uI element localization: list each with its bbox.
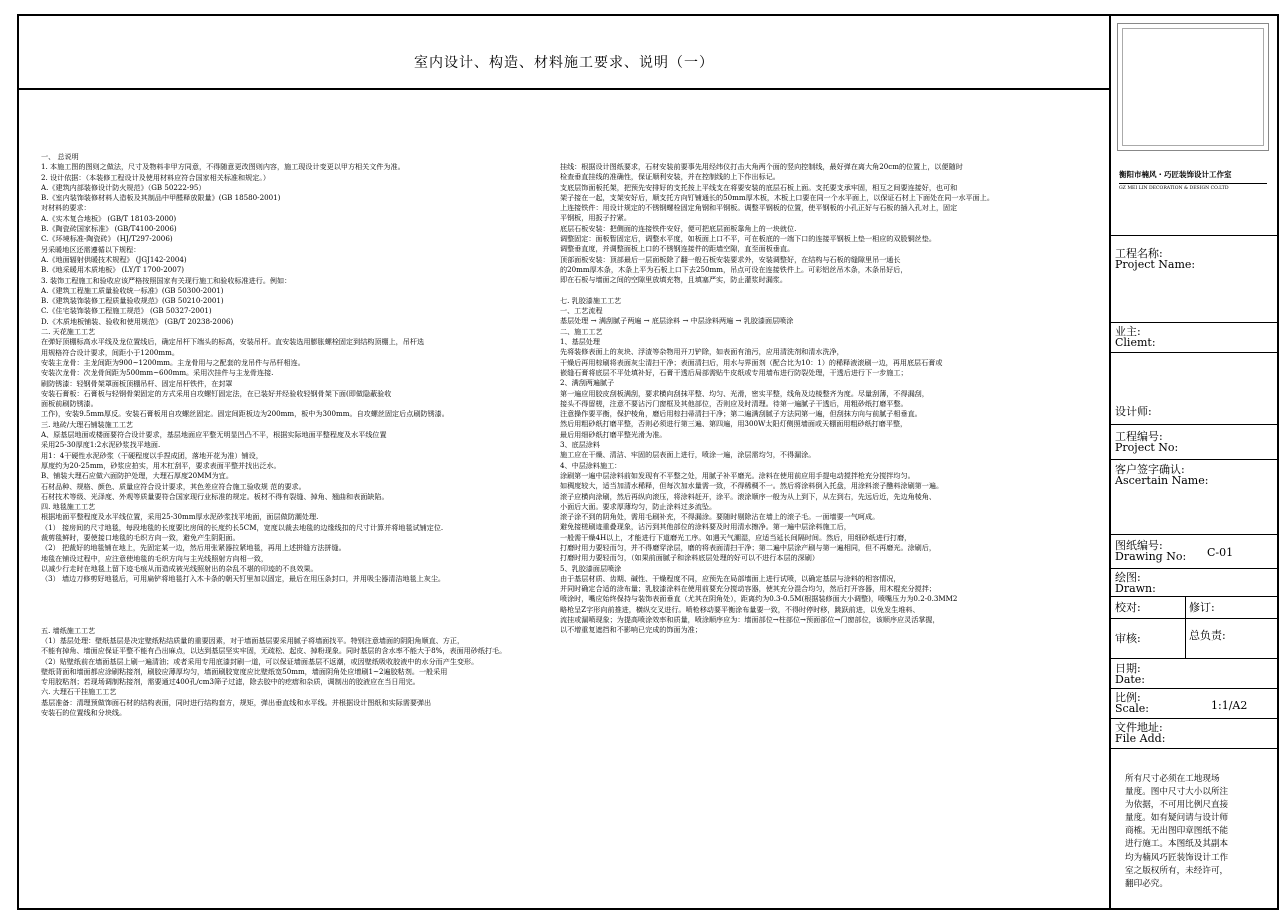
note-line: 三. 地砖/大理石铺装施工工艺 [41, 419, 134, 429]
note-line: （1） 接房间的尺寸地毯，每段地毯的长度要比房间的长度约长5CM，宽度以裁去地毯的边缘线扣的尺寸计算并将地毯试铺定位. [41, 522, 444, 532]
note-line: A.《建筑工程施工质量验收统一标准》(GB 50300-2001) [41, 285, 224, 295]
note-line: 在弹好顶棚标高水平线及龙位置线后，确定吊杆下端头的标高，安装吊杆。直安装选用膨胀螺栓固定到结构顶棚上，吊杆选 [41, 337, 425, 347]
note-line: 小面后大面。要求厚薄均匀，防止涂料过多流坠。 [560, 501, 717, 511]
note-line: 工作)，安装9.5mm厚反。安装石膏板用自攻螺丝固定。固定间距板边为200mm，板中为300mm。自攻螺丝固定后点刷防锈漆。 [41, 409, 449, 419]
divider [1111, 658, 1277, 659]
note-line: 避免接槎刷迹重叠现象，沾污到其他部位的涂料要及时用清水擦净。第一遍中层涂料施工后， [560, 522, 851, 532]
client-label [1115, 326, 1156, 348]
note-line: A.《地面辐射供暖技术规程》 (JGJ142-2004) [41, 254, 187, 264]
drawing-no-cn: 图纸编号: [1115, 539, 1163, 552]
drawing-no-label [1115, 540, 1186, 562]
note-line: 滚子应横向涂刷，然后再纵向滚压，将涂料赶开，涂平。滚涂顺序一般为从上到下，从左到右，先远后近，先边角棱角、 [560, 491, 936, 501]
note-line: （3） 墙边刀修剪好地毯后，可用扁铲将地毯打入木卡条的朝天钉里加以固定，最后在用压条封口，并用吸尘器清洁地毯上灰尘。 [41, 574, 446, 584]
note-line: 一、工艺流程 [560, 306, 603, 316]
note-line: 基层处理 → 满刮腻子两遍 → 底层涂料 → 中层涂料两遍 → 乳胶漆面层喷涂 [560, 316, 794, 326]
note-line [41, 605, 561, 615]
note-line: 七. 乳胶漆施工工艺 [560, 295, 622, 305]
note-line: 安装石的位置线和分块线。 [41, 708, 127, 718]
note-line: A.《建筑内部装修设计防火规范》（GB 50222-95） [41, 182, 206, 192]
note-line: 平钢板，用扳子拧紧。 [560, 213, 631, 223]
note-line: 石材技术等级、光泽度、外观等质量要符合国家现行业标准的规定。板材不得有裂缝、掉角、翘曲和表面缺陷。 [41, 491, 389, 501]
review-cn: 审核: [1115, 632, 1141, 645]
note-line: B、铺装大理石应做六面防护处理，大理石厚度20MM为宜。 [41, 471, 233, 481]
note-line: 用1：4干硬性水泥砂浆（干硬程度以手捏成团，落地开花为准）铺设， [41, 450, 263, 460]
file-cn: 文件地址: [1115, 721, 1163, 734]
note-line: 4、中层涂料施工： [560, 460, 622, 470]
scale-cn: 比例: [1115, 691, 1141, 704]
client-en: Cliemt: [1115, 336, 1156, 349]
revise-label [1189, 602, 1215, 613]
note-line: 不能有掉角、墙面应保证平整不能有凸出麻点，以达到基层坚实牢固，无疏松、起皮、掉粉现象。同时基层的含水率不能大于8%，表面用砂纸打毛。 [41, 646, 507, 656]
note-line: 一、 总说明 [41, 152, 79, 161]
divider [1111, 568, 1277, 569]
date-en: Date: [1115, 673, 1146, 686]
note-line: 安装次龙骨：次龙骨间距为500mm~600mm。采用次挂件与主龙骨连接. [41, 368, 274, 378]
note-line: 石材品种、规格、颜色、质量应符合设计要求，其色差应符合施工验收规 范的要求。 [41, 481, 306, 491]
note-line: 打磨时用力要轻而匀，（如果前面腻子和涂料底层处理的好可以不进行本层的深刷） [560, 553, 819, 563]
note-line [41, 595, 561, 605]
ascertain-label [1115, 464, 1208, 486]
ascertain-cn: 客户签字确认: [1115, 463, 1185, 476]
note-line: 2、满刮两遍腻子 [560, 378, 615, 388]
divider [1111, 352, 1277, 353]
note-line: 刷防锈漆：轻钢骨架罩面板顶棚吊杆、固定吊杆铁件，在封罩 [41, 378, 233, 388]
note-line: （2）贴壁纸前在墙面基层上刷一遍清油；或者采用专用底漆封刷一道，可以保证墙面基层不返潮，或因壁纸吸收胶液中的水分而产生变形。 [41, 656, 479, 666]
notice-line: 均为楠风巧匠装饰设计工作 [1125, 852, 1229, 863]
note-line: 安装石膏板：石膏板与轻钢骨架固定的方式采用自攻螺钉固定法，在已装好并经验收轻钢骨架下面(即做隐蔽验收 [41, 388, 392, 398]
designer-cn: 设计师: [1115, 405, 1152, 418]
divider [1111, 322, 1277, 323]
project-no-label [1115, 431, 1178, 453]
note-line: 厚度约为20-25mm，砂浆应拍实，用木杠刮平，要求表面平整并找出泛水。 [41, 460, 281, 470]
studio-name-cn: 衡阳市楠风・巧匠装饰设计工作室 [1119, 170, 1232, 179]
client-cn: 业主: [1115, 325, 1141, 338]
project-no-cn: 工程编号: [1115, 430, 1163, 443]
note-line: 基层准备：清理预做饰面石材的结构表面，同时进行结构套方，规矩，弹出垂直线和水平线。并根据设计图纸和实际需要弹出 [41, 697, 432, 707]
designer-label [1115, 406, 1152, 417]
note-line: 嵌缝石膏将底层不平处填补好，石膏干透后局部需贴牛皮纸或专用墙布进行防裂处理，干透后进行下一步施工； [560, 367, 908, 377]
notice-line: 所有尺寸必须在工地现场 [1125, 774, 1220, 784]
note-line: 干燥后再用棕刷将表面灰尘清扫干净；表面清扫后，用水与界面剂（配合比为10：1）的稀释液滚刷一边，再用底层石膏或 [560, 357, 943, 367]
chief-label [1189, 630, 1226, 641]
note-line: 支底层饰面板托架，把预先安排好的支托按上平线支在将要安装的底层石板上面。支托要支承牢固，相互之间要连接好，也可和 [560, 182, 958, 192]
studio-name-en: GZ MEI LIN DECORATION & DESIGN CO.LTD [1119, 186, 1229, 191]
note-line [41, 584, 561, 594]
review-label [1115, 633, 1141, 644]
note-line: B.《建筑装饰装修工程质量验收规范》(GB 50210-2001) [41, 296, 224, 306]
note-line: 对材料的要求： [41, 203, 91, 213]
note-line: 安装主龙骨：主龙间距为900~1200mm。主龙骨用与之配套的龙吊件与吊杆相连。 [41, 357, 305, 367]
note-line: 架子接在一起，支架安好后，顺支托方向钉铺通长的50mm厚木板，木板上口要在同一个水平面上，以保证石材上下面处在同一水平面上。 [560, 192, 994, 202]
drawing-no-value: C-01 [1207, 546, 1234, 559]
note-line: A.《实木复合地板》 (GB/T 18103-2000) [41, 213, 177, 223]
note-line: 即在石板与墙面之间的空隙里放填充物，且填塞严实，防止灌浆时漏浆。 [560, 275, 787, 285]
note-line: 打磨时用力要轻而匀，并不得磨穿涂层，磨的将表面清扫干净；第二遍中层涂产刷与第一遍相同，但不再磨光。涂刷后， [560, 542, 936, 552]
divider [1111, 618, 1277, 619]
note-line: 然后用粗砂纸打磨平整，否则必须进行第三遍、第四遍，用300W太阳灯侧照墙面或天棚面用粗砂纸打磨平整， [560, 419, 908, 429]
note-line: 二、施工工艺 [560, 326, 603, 336]
divider [1111, 459, 1277, 460]
note-line: 接头不得留槎，注意不要沾污门窗框及其他部位，否则应及时清理。待第一遍腻子干透后，用粗砂纸打磨平整。 [560, 398, 908, 408]
note-line: 一般需干燥4H以上，才能进行下道磨光工序。如遇天气潮湿，应适当延长间隔时间。然后，用细砂纸进行打磨， [560, 532, 912, 542]
notice-line: 量度。图中尺寸大小以所注 [1125, 787, 1229, 798]
project-name-cn: 工程名称: [1115, 247, 1163, 260]
note-line: 底层石板安装：把侧面的连接铁件安好，便可把底层面板靠角上的一块就位. [560, 223, 797, 233]
note-line: 调整垂直度，并调整面板上口的不锈钢连接件的距墙空隙，直至面板垂直。 [560, 244, 795, 254]
note-line: C.《住宅装饰装修工程施工规范》 (GB 50327-2001) [41, 306, 212, 316]
note-line: 3. 装饰工程施工和验收应该严格按照国家有关现行施工和验收标准进行。例如： [41, 275, 292, 285]
notes-column-right [560, 162, 1105, 636]
note-line [41, 615, 561, 625]
note-line: B.《室内装饰装修材料人造板及其制品中甲醛释放限量》(GB 18580-2001) [41, 193, 281, 203]
project-name-label [1115, 248, 1195, 270]
note-line: 六. 大理石干挂施工工艺 [41, 687, 117, 697]
scale-value: 1:1/A2 [1211, 699, 1248, 712]
drawn-en: Drawn: [1115, 582, 1156, 595]
note-line: 以减少行走时在地毯上留下迹毛痕从而造成被光线照射出的杂乱不堪的印迹的不良效果。 [41, 563, 318, 573]
note-line: 流挂或漏喷现象；为提高喷涂效率和质量，喷涂顺序应为：墙面部位→柱部位→预面部位→门窗部位，该顺序应灵活掌握， [560, 615, 940, 625]
note-line: 专用胶粘剂；若现场调制粘接剂，需要通过400孔/cm3筛子过滤，除去胶中的疙瘩和杂质，调制出的胶液应在当日用完。 [41, 677, 420, 687]
scale-en: Scale: [1115, 702, 1149, 715]
divider [1111, 718, 1277, 719]
note-line: 用规格符合设计要求，间距小于1200mm。 [41, 347, 179, 357]
revise-cn: 修订: [1189, 601, 1215, 614]
date-label [1115, 663, 1145, 685]
drawn-label [1115, 572, 1156, 594]
note-line: 面板前刷防锈漆。 [41, 399, 98, 409]
note-line: （2） 把裁好的地毯铺在地上，先固定某一边，然后用张紧器拉紧地毯，再用上述拼缝方法拼缝。 [41, 543, 346, 553]
note-line: B.《陶瓷砖国家标准》 (GB/T4100-2006) [41, 224, 177, 234]
date-cn: 日期: [1115, 662, 1141, 675]
page-title: 室内设计、构造、材料施工要求、说明（一） [414, 55, 714, 71]
divider [1111, 235, 1277, 236]
note-line: 5、乳胶漆面层喷涂 [560, 563, 622, 573]
drawn-cn: 绘图: [1115, 571, 1141, 584]
note-line: D.《木质地板铺装、验收和使用规范》 (GB/T 20238-2006) [41, 316, 234, 326]
note-line: 顶部面板安装：顶部最后一层面板除了翻一般石板安装要求外，安装调整好，在结构与石板的缝隙里吊一通长 [560, 254, 901, 264]
project-name-en: Project Name: [1115, 258, 1196, 271]
divider [1111, 534, 1277, 535]
note-line: 二. 天花施工工艺 [41, 327, 96, 337]
note-line: 检查垂直挂线的准确性，保证顺利安装，并在控制线的上下作出标记。 [560, 172, 780, 182]
note-line: 挂线：根据设计图纸要求，石材安装前要事先用经纬仪打击大角两个面的竖向控制线，最好弹在离大角20cm的位置上，以便随时 [560, 162, 963, 171]
logo-frame [1117, 23, 1269, 151]
divider [1111, 688, 1277, 689]
notice-line: 量度。如有疑问请与设计师 [1125, 813, 1229, 824]
note-line: 1. 本施工图的图则之做法，尺寸及物料非甲方同意，不得随意更改图则内容，施工现设计变更以甲方相关文件为准。 [41, 162, 405, 172]
note-line: 2. 设计依据：（本装修工程设计及使用材料应符合国家相关标准和规定。） [41, 172, 270, 182]
note-line: 注意操作要平衡，保护棱角，磨后用棕扫帚清扫干净；第二遍满刮腻子方法同第一遍，但刮抹方向与前腻子相垂直。 [560, 409, 922, 419]
notice-line: 翻印必究。 [1125, 878, 1168, 889]
title-bar [19, 16, 1109, 90]
note-line [560, 286, 1105, 296]
note-line: 采用25-30厚度1:2水泥砂浆找平地面. [41, 440, 161, 450]
note-line: 第一遍应用胶皮刮板满刮，要求横向刮抹平整、均匀、光滑，密实平整，线角及边棱整齐为度。尽量刮薄，不得漏刮， [560, 388, 929, 398]
file-en: File Add: [1115, 732, 1166, 745]
note-line: 根据地面平整程度及水平线位置，采用25-30mm厚水泥砂浆找平地面，面层做防潮处理. [41, 512, 319, 522]
note-line: 另采暖地区还需遵循以下规程： [41, 244, 141, 254]
note-line: 施工应在干燥、清洁、牢固的层表面上进行，喷涂一遍，涂层需均匀，不得漏涂。 [560, 450, 816, 460]
note-line: 调整固定：面板暂固定后，调整水平度，如板面上口不平，可在板底的一端下口的连接平钢板上垫一相应的双股铜丝垫。 [560, 234, 936, 244]
notice-line: 为依据，不可用比例尺直接 [1125, 800, 1229, 811]
note-line: 四. 地毯施工工艺 [41, 502, 96, 512]
note-line: 地毯在铺设过程中，应注意使地毯的毛织方向与主光线照射方向相一致， [41, 553, 268, 563]
note-line: 1、基层处理 [560, 337, 600, 347]
note-line: 如稠度较大，适当加清水稀释，但每次加水量需一致，不得稀稠不一。然后将涂料倒入托盘，用涂料滚子醮料涂刷第一遍。 [560, 481, 944, 491]
drawing-no-en: Drawing No: [1115, 550, 1187, 563]
note-line: A、原基层地面或楼面要符合设计要求，基层地面应平整无明显凹凸不平，根据实际地面平整程度及水平线位置 [41, 430, 387, 440]
note-line: B.《地采暖用木质地板》 (LY/T 1700-2007) [41, 265, 185, 275]
title-block [1111, 16, 1277, 908]
divider [1111, 424, 1277, 425]
check-label [1115, 602, 1141, 613]
note-line: 裁剪毯鲜时，要使接口地毯的毛织方向一致，避免产生阴阳面。 [41, 532, 240, 542]
note-line: 以不增重复遮挡和不影响已完成的饰面为准； [560, 625, 702, 635]
note-line: 五. 墙纸施工工艺 [41, 625, 96, 635]
notes-column-left [41, 152, 561, 718]
note-line: 滚子涂不到的阴角处，需用毛刷补充，不得漏涂。要随时剔除沾在墙上的滚子毛。一面墙要一气呵成。 [560, 512, 880, 522]
divider [1111, 596, 1277, 597]
ascertain-en: Ascertain Name: [1115, 474, 1209, 487]
check-cn: 校对: [1115, 601, 1141, 614]
notice-line: 商榷。无出图印章图纸不能 [1125, 826, 1229, 837]
project-no-en: Project No: [1115, 441, 1179, 454]
note-line: 最后用细砂纸打磨平整光滑为准。 [560, 429, 667, 439]
note-line: 略枪呈Z字形向前推进，横纵交叉进行。喷枪移动要平衡涂布量要一致，不得时停时移，跳跃前进，以免发生堆料、 [560, 604, 920, 614]
chief-cn: 总负责: [1189, 629, 1226, 642]
notice-line: 室之版权所有，未经许可， [1125, 865, 1229, 876]
file-label [1115, 722, 1165, 744]
note-line: 3、底层涂料 [560, 440, 600, 450]
note-line: （1）基层处理：壁纸基层是决定壁纸粘结质量的重要因素，对于墙面基层要采用腻子将墙面找平。特别注意墙面的阴阳角顺直、方正， [41, 635, 465, 645]
note-line: 涂刷第一遍中层涂料前如发现有不平整之处，用腻子补平磨光。涂料在使用前应用手提电动搅拌枪充分搅拌均匀。 [560, 470, 915, 480]
note-line: 的20mm厚木条，木条上平为石板上口下去250mm，吊点可设在连接铁件上。可彩铝丝吊木条，木条吊好后， [560, 264, 908, 274]
note-line: 先将装修表面上的灰块、浮渣等杂物用开刀铲除，如表面有油污，应用清洗剂和清水洗净， [560, 347, 844, 357]
note-line: 壁纸背面和墙面都应涂刷粘接剂，刷胶应薄厚均匀，墙面刷胶宽度应比壁纸宽50mm，墙面阴角处应增刷1~2遍胶粘剂。一般采用 [41, 666, 448, 676]
scale-label [1115, 692, 1149, 714]
studio-divider [1119, 183, 1267, 184]
divider [1185, 596, 1186, 658]
note-line: 上连接铁件：用设计规定的不锈钢螺栓固定角钢和平钢板。调整平钢板的位置，使平钢板的小孔正好与石板的插入孔对上，固定 [560, 203, 958, 213]
note-line: 由于基层材质、齿期、碱性、干燥程度不同，应预先在局部墙面上进行试喷，以确定基层与涂料的相容情况， [560, 573, 901, 583]
divider [1111, 748, 1277, 749]
note-line: C.《环境标准-陶瓷砖》 (HJ/T297-2006) [41, 234, 173, 244]
studio-block [1119, 169, 1269, 191]
copyright-notice [1125, 773, 1261, 891]
note-line: 并同时确定合适的涂布量；乳胶漆涂料在使用前要充分搅动容器，使其充分混合均匀，然后打开容器，用木棍充分搅拌； [560, 584, 936, 594]
notice-line: 进行施工。本图纸及其副本 [1125, 839, 1229, 850]
drawing-sheet [17, 14, 1279, 910]
note-line: 喷涂时，嘴应始终保持与装饰表面垂直（尤其在阴角处），距离约为0.3-0.5M(根据装修面大小调整)，喷嘴压力为0.2-0.3MM2 [560, 594, 958, 604]
